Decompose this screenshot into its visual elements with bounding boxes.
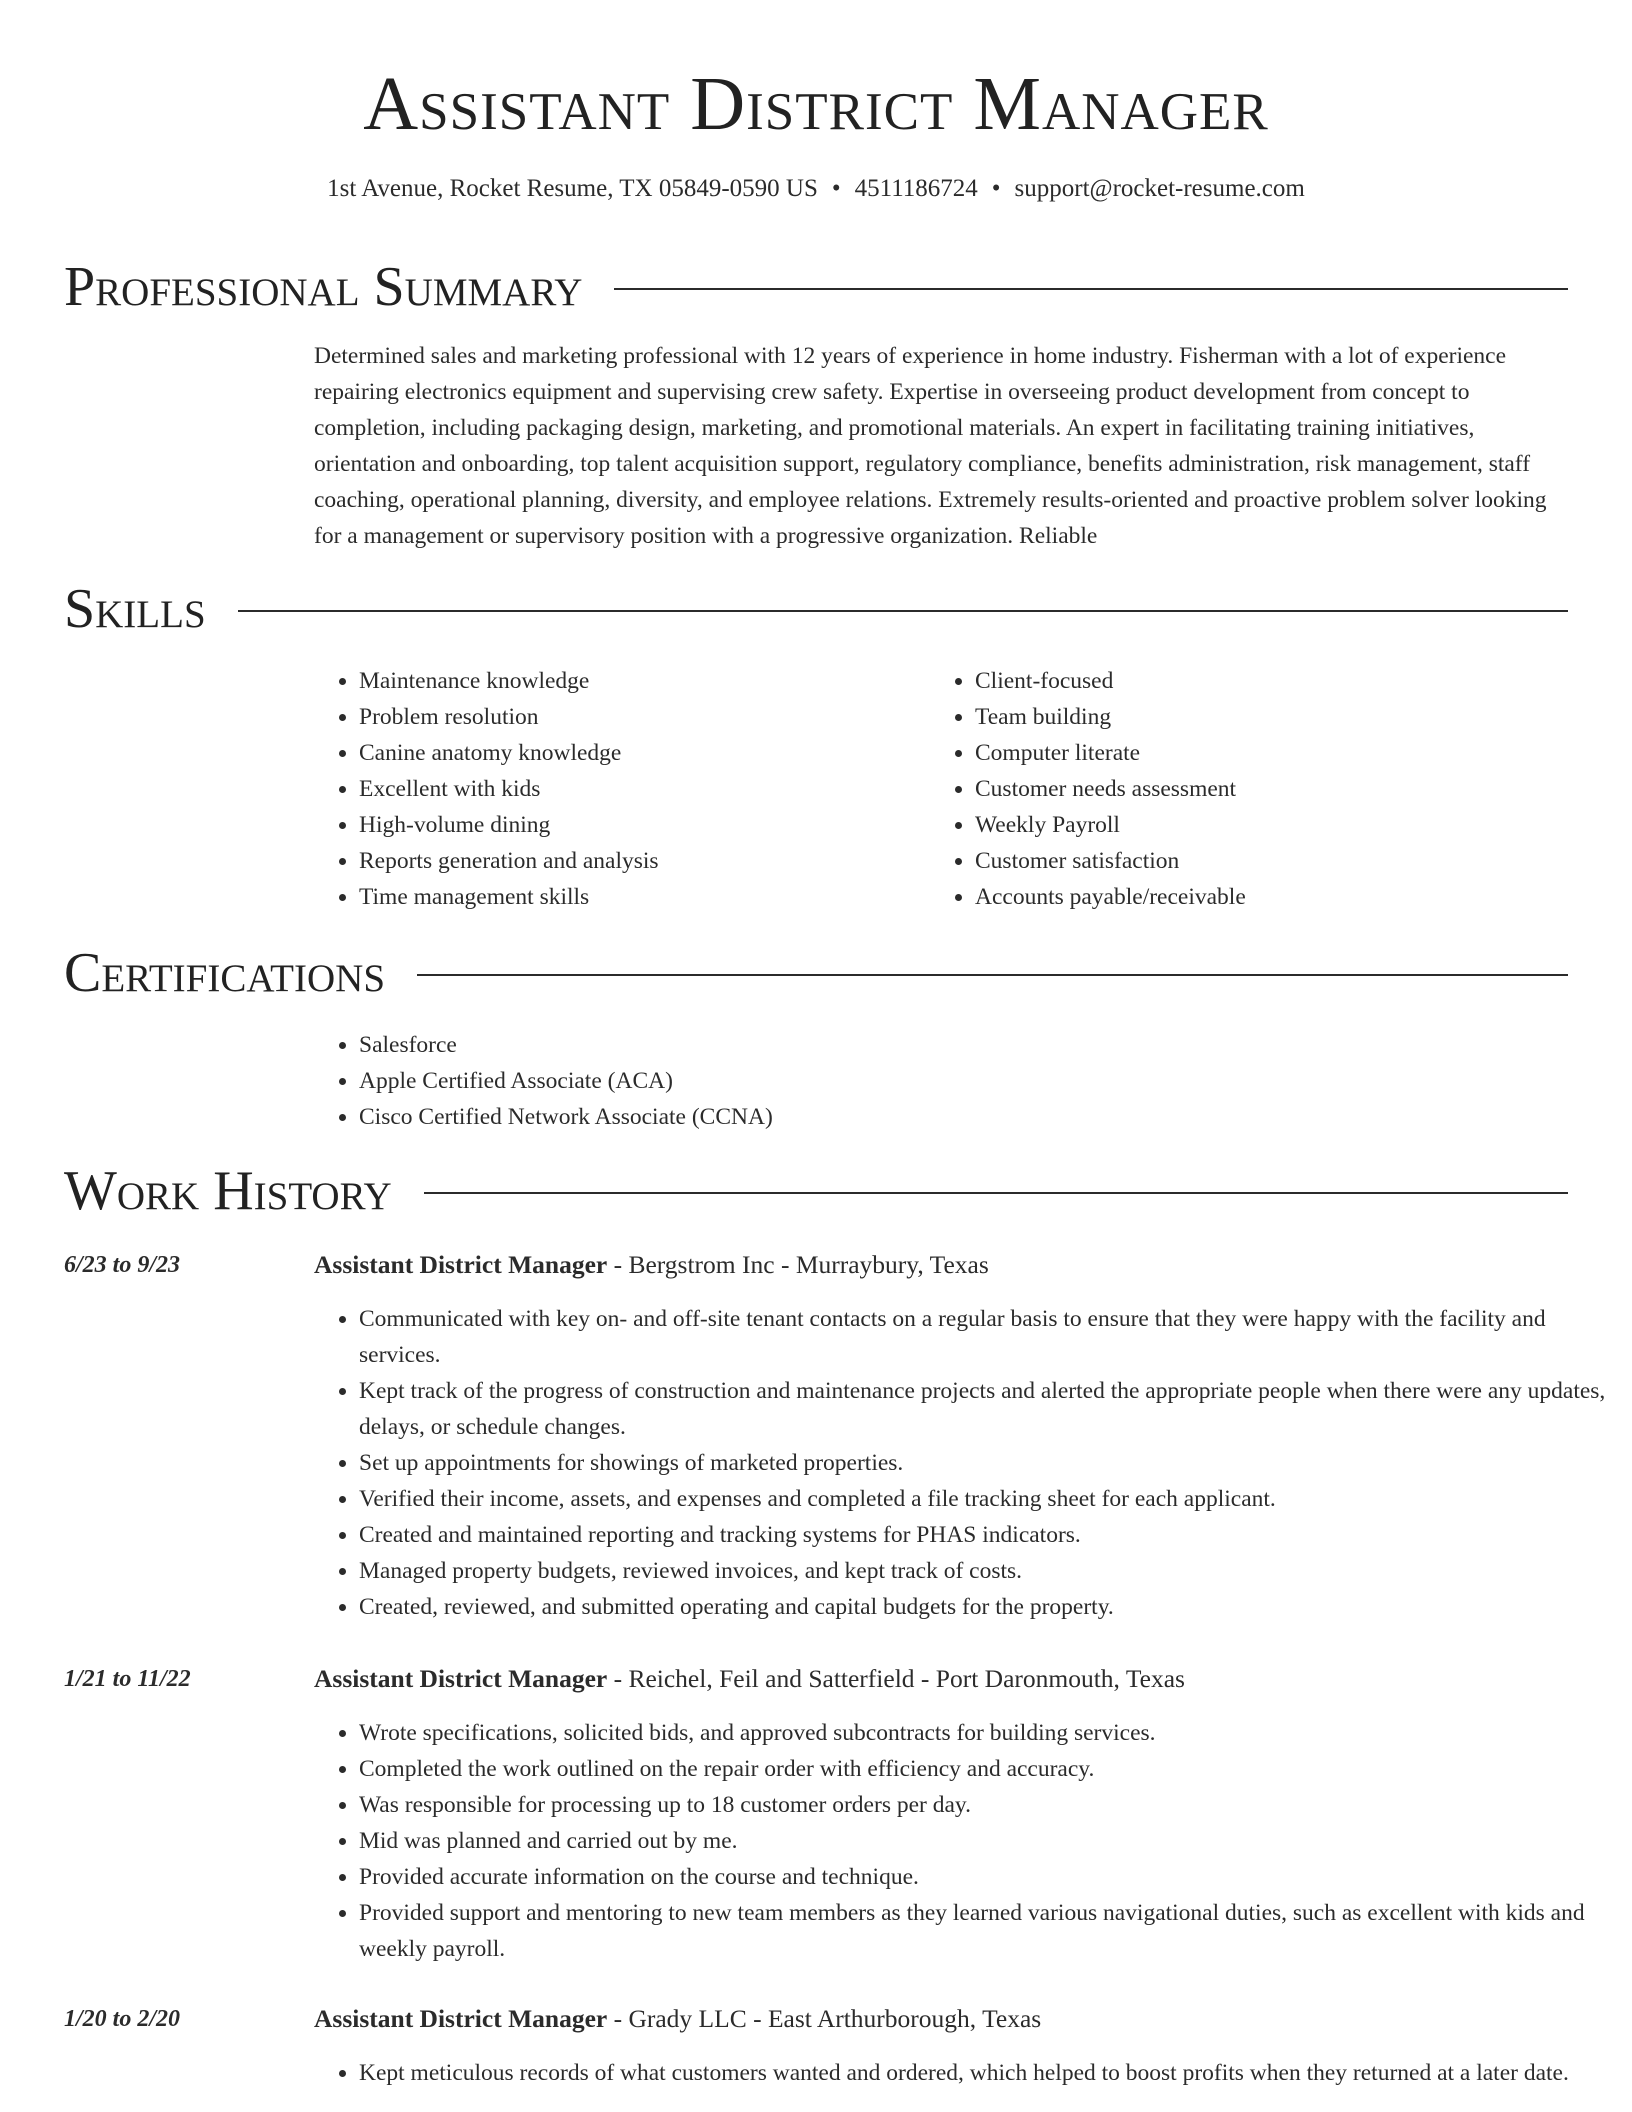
- certification-item: • Apple Certified Associate (ACA): [359, 1063, 1562, 1099]
- certifications-block: [314, 1027, 1562, 1135]
- job-role: Assistant District Manager: [314, 2004, 608, 2033]
- skill-item: • Reports generation and analysis: [359, 843, 914, 879]
- job-bullet: • Managed property budgets, reviewed invoices, and kept track of costs.: [359, 1553, 1613, 1589]
- skill-item: • Time management skills: [359, 879, 914, 915]
- contact-address: 1st Avenue, Rocket Resume, TX 05849-0590 US: [327, 175, 818, 202]
- section-divider: [424, 1192, 1568, 1194]
- certification-item: • Cisco Certified Network Associate (CCNA): [359, 1099, 1562, 1135]
- skill-item: • Computer literate: [975, 735, 1530, 771]
- job-bullets: [314, 1301, 1613, 1625]
- summary-section-header: [64, 252, 1568, 322]
- section-divider: [238, 610, 1568, 612]
- job-bullet: • Communicated with key on- and off-site tenant contacts on a regular basis to ensure that they were happy with the facility and services.: [359, 1301, 1613, 1373]
- job-bullet: • Wrote specifications, solicited bids, and approved subcontracts for building services.: [359, 1715, 1613, 1751]
- contact-phone: 4511186724: [854, 175, 978, 202]
- job-dates: 1/21 to 11/22: [64, 1666, 191, 1692]
- job-role: Assistant District Manager: [314, 1250, 608, 1279]
- certifications-list: [314, 1027, 1562, 1135]
- certifications-heading: Certifications: [64, 942, 386, 1004]
- skill-item: • Customer satisfaction: [975, 843, 1530, 879]
- job-role: Assistant District Manager: [314, 1664, 608, 1693]
- job-details: - Grady LLC - East Arthurborough, Texas: [607, 2004, 1042, 2033]
- contact-line: [0, 172, 1632, 206]
- contact-email: support@rocket-resume.com: [1014, 175, 1305, 202]
- work-history-heading: Work History: [64, 1160, 392, 1222]
- skills-column-left: [314, 663, 914, 915]
- job-dates: 1/20 to 2/20: [64, 2006, 181, 2032]
- section-divider: [614, 288, 1568, 290]
- work-history-section-header: [64, 1156, 1568, 1226]
- skills-heading: Skills: [64, 578, 206, 640]
- skill-item: • Problem resolution: [359, 699, 914, 735]
- job-bullet: • Provided support and mentoring to new team members as they learned various navigational duties, such as excellent with kids and weekly payroll.: [359, 1895, 1613, 1967]
- job-heading: [314, 1247, 989, 1283]
- job-bullet: • Set up appointments for showings of marketed properties.: [359, 1445, 1613, 1481]
- summary-text: Determined sales and marketing professional with 12 years of experience in home industry. Fisherman with a lot of experience repairing electronics equipment and supervising crew safety. Expertise in overseeing product development from concept to completion, including packaging design, marketing, and promotional materials. An expert in facilitating training initiatives, orientation and onboarding, top talent acquisition support, regulatory compliance, benefits administration, risk management, staff coaching, operational planning, diversity, and employee relations. Extremely results-oriented and proactive problem solver looking for a management or supervisory position with a progressive organization. Reliable: [314, 343, 1547, 549]
- skill-item: • Accounts payable/receivable: [975, 879, 1530, 915]
- contact-separator: •: [831, 175, 841, 202]
- certification-item: • Salesforce: [359, 1027, 1562, 1063]
- job-bullet: • Kept meticulous records of what customers wanted and ordered, which helped to boost profits when they returned at a later date.: [359, 2055, 1613, 2091]
- job-dates: 6/23 to 9/23: [64, 1252, 181, 1278]
- job-bullet: • Provided accurate information on the course and technique.: [359, 1859, 1613, 1895]
- job-heading: [314, 1661, 1185, 1697]
- job-details: - Reichel, Feil and Satterfield - Port Daronmouth, Texas: [607, 1664, 1185, 1693]
- skills-list-right: [930, 663, 1530, 915]
- job-details: - Bergstrom Inc - Murraybury, Texas: [607, 1250, 989, 1279]
- job-bullets: [314, 2055, 1613, 2091]
- skill-item: • Excellent with kids: [359, 771, 914, 807]
- certifications-section-header: [64, 938, 1568, 1008]
- page-title: Assistant District Manager: [363, 62, 1269, 146]
- skill-item: • Team building: [975, 699, 1530, 735]
- skill-item: • Canine anatomy knowledge: [359, 735, 914, 771]
- job-bullets: [314, 1715, 1613, 1967]
- skill-item: • High-volume dining: [359, 807, 914, 843]
- contact-separator: •: [991, 175, 1001, 202]
- job-bullet: • Created, reviewed, and submitted operating and capital budgets for the property.: [359, 1589, 1613, 1625]
- job-bullet: • Kept track of the progress of construction and maintenance projects and alerted the appropriate people when there were any updates, delays, or schedule changes.: [359, 1373, 1613, 1445]
- section-divider: [417, 974, 1568, 976]
- skills-section-header: [64, 574, 1568, 644]
- skills-column-right: [930, 663, 1530, 915]
- skill-item: • Customer needs assessment: [975, 771, 1530, 807]
- job-bullet: • Verified their income, assets, and expenses and completed a file tracking sheet for each applicant.: [359, 1481, 1613, 1517]
- job-bullet: • Completed the work outlined on the repair order with efficiency and accuracy.: [359, 1751, 1613, 1787]
- skills-list-left: [314, 663, 914, 915]
- job-heading: [314, 2001, 1041, 2037]
- job-bullet: • Mid was planned and carried out by me.: [359, 1823, 1613, 1859]
- skill-item: • Maintenance knowledge: [359, 663, 914, 699]
- skill-item: • Weekly Payroll: [975, 807, 1530, 843]
- summary-heading: Professional Summary: [64, 256, 583, 318]
- job-bullet: • Was responsible for processing up to 18 customer orders per day.: [359, 1787, 1613, 1823]
- job-bullet: • Created and maintained reporting and tracking systems for PHAS indicators.: [359, 1517, 1613, 1553]
- skill-item: • Client-focused: [975, 663, 1530, 699]
